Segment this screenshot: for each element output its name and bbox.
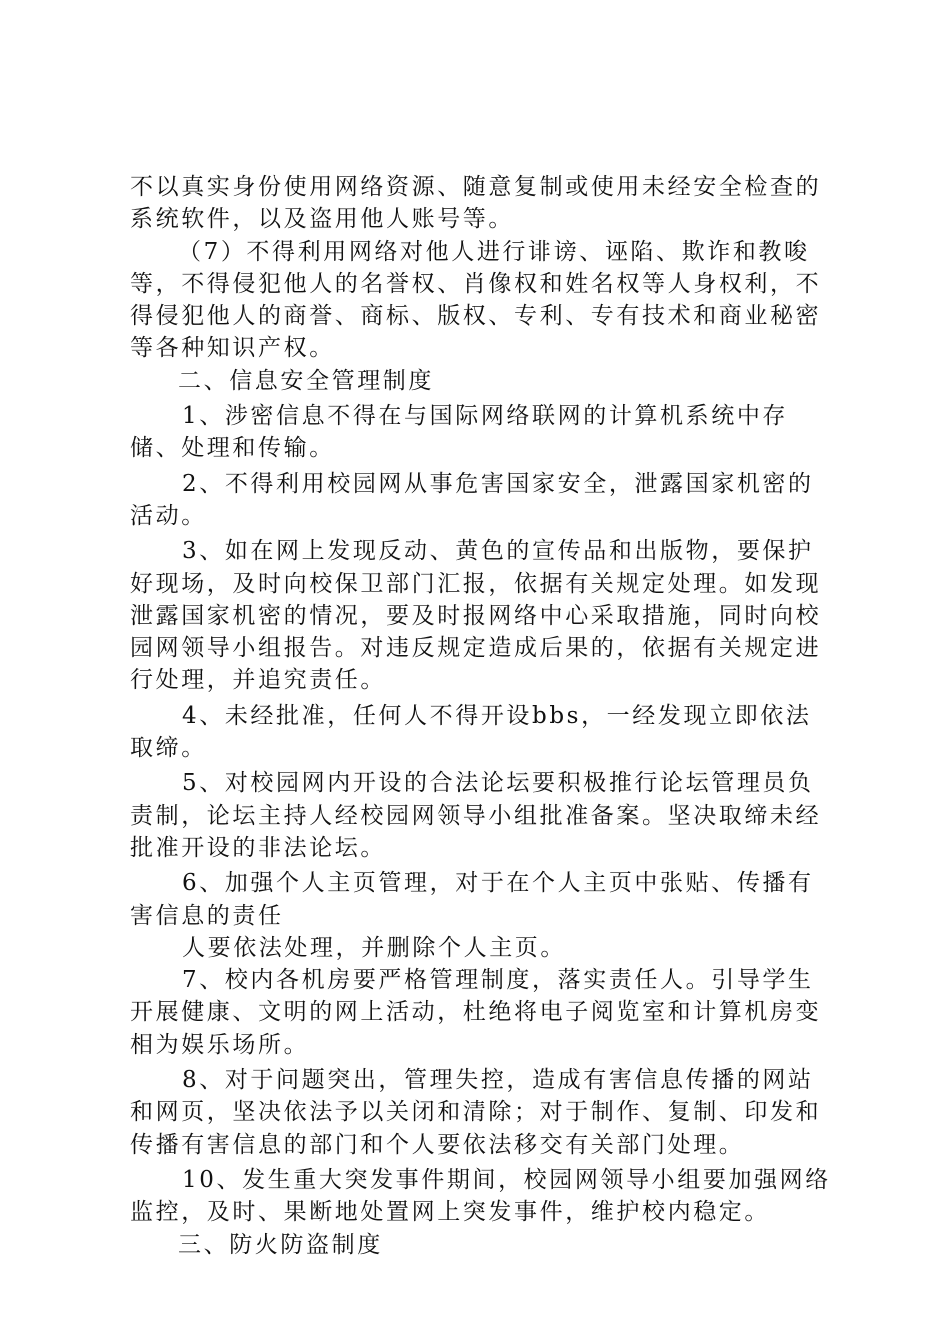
paragraph-continuation: 不以真实身份使用网络资源、随意复制或使用未经安全检查的系统软件，以及盗用他人账号等。 <box>130 174 822 233</box>
paragraph-item-10: 10、发生重大突发事件期间，校园网领导小组要加强网络监控，及时、果断地处置网上突发事件，维护校内稳定。 <box>130 1166 831 1226</box>
paragraph-item-6-continued: 人要依法处理，并删除个人主页。 <box>182 934 566 961</box>
section-heading-2: 二、信息安全管理制度 <box>178 367 434 394</box>
paragraph-item-7b: 7、校内各机房要严格管理制度，落实责任人。引导学生开展健康、文明的网上活动，杜绝将电子阅览室和计算机房变相为娱乐场所。 <box>130 967 822 1058</box>
paragraph-item-7: （7）不得利用网络对他人进行诽谤、诬陷、欺诈和教唆等，不得侵犯他人的名誉权、肖像权和姓名权等人身权利，不得侵犯他人的商誉、商标、版权、专利、专有技术和商业秘密等各种知识产权。 <box>130 238 822 362</box>
paragraph-item-5: 5、对校园网内开设的合法论坛要积极推行论坛管理员负责制，论坛主持人经校园网领导小组批准备案。坚决取缔未经批准开设的非法论坛。 <box>130 770 822 861</box>
paragraph-item-4: 4、未经批准，任何人不得开设bbs，一经发现立即依法取缔。 <box>130 702 812 762</box>
paragraph-item-8: 8、对于问题突出，管理失控，造成有害信息传播的网站和网页，坚决依法予以关闭和清除；对于制作、复制、印发和传播有害信息的部门和个人要依法移交有关部门处理。 <box>130 1067 822 1158</box>
paragraph-item-6: 6、加强个人主页管理，对于在个人主页中张贴、传播有害信息的责任 <box>130 870 814 929</box>
section-heading-3: 三、防火防盗制度 <box>178 1231 383 1258</box>
paragraph-item-1: 1、涉密信息不得在与国际网络联网的计算机系统中存储、处理和传输。 <box>130 403 789 462</box>
paragraph-item-2: 2、不得利用校园网从事危害国家安全，泄露国家机密的活动。 <box>130 470 814 529</box>
paragraph-item-3: 3、如在网上发现反动、黄色的宣传品和出版物，要保护好现场，及时向校保卫部门汇报，依据有关规定处理。如发现泄露国家机密的情况，要及时报网络中心采取措施，同时向校园网领导小组报告。对违反规定造成后果的，依据有关规定进行处理，并追究责任。 <box>130 538 822 694</box>
document-body <box>130 171 835 1261</box>
